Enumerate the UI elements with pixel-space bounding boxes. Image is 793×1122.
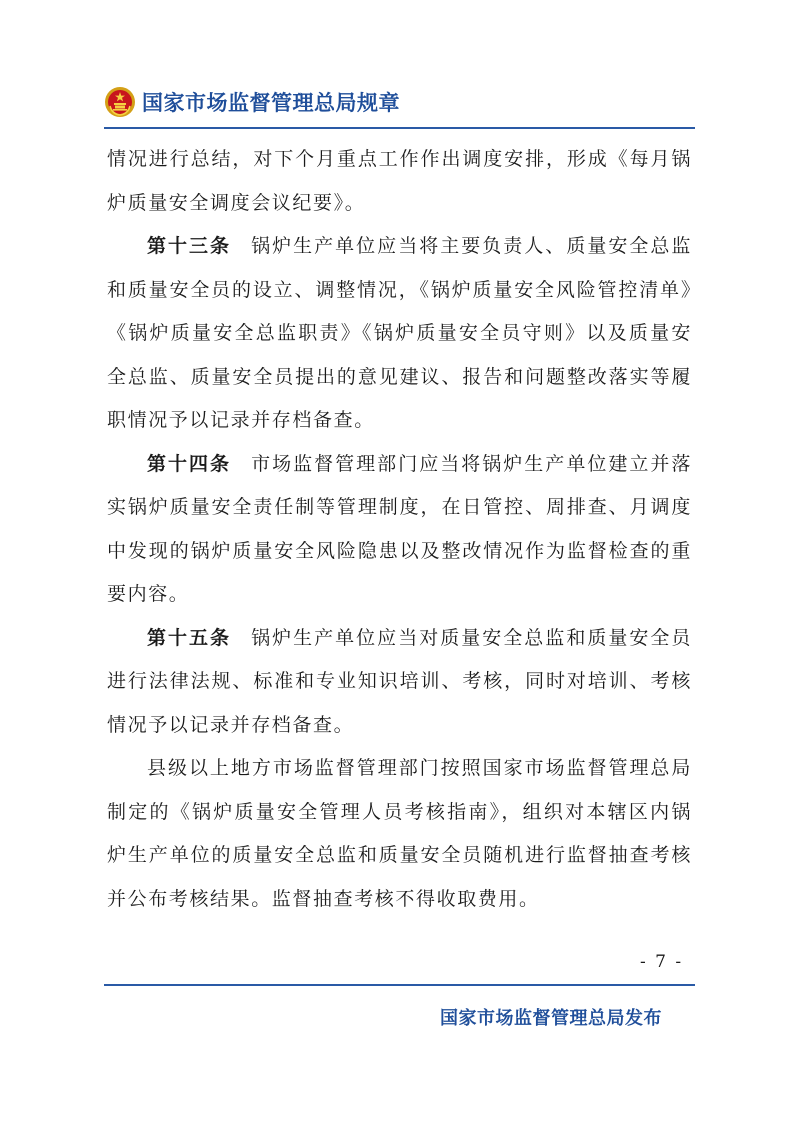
document-body <box>107 138 692 921</box>
continuation-paragraph: 情况进行总结，对下个月重点工作作出调度安排，形成《每月锅炉质量安全调度会议纪要》。 <box>107 148 692 214</box>
header-title: 国家市场监督管理总局规章 <box>142 91 400 115</box>
footer-divider <box>104 984 695 986</box>
article-15 <box>107 617 692 748</box>
page-number: - 7 - <box>640 952 684 972</box>
page-header <box>104 84 400 120</box>
article-13 <box>107 225 692 443</box>
footer-publisher: 国家市场监督管理总局发布 <box>440 1008 662 1029</box>
article-13-label: 第十三条 <box>147 235 232 257</box>
closing-paragraph: 县级以上地方市场监督管理部门按照国家市场监督管理总局制定的《锅炉质量安全管理人员考核指南》，组织对本辖区内锅炉生产单位的质量安全总监和质量安全员随机进行监督抽查考核并公布考核结果。监督抽查考核不得收取费用。 <box>107 757 692 910</box>
article-15-label: 第十五条 <box>147 626 232 649</box>
article-14 <box>107 443 692 617</box>
header-divider <box>104 127 695 129</box>
article-15-text: 锅炉生产单位应当对质量安全总监和质量安全员进行法律法规、标准和专业知识培训、考核，同时对培训、考核情况予以记录并存档备查。 <box>107 626 692 736</box>
article-14-text: 市场监督管理部门应当将锅炉生产单位建立并落实锅炉质量安全责任制等管理制度，在日管控、周排查、月调度中发现的锅炉质量安全风险隐患以及整改情况作为监督检查的重要内容。 <box>107 452 692 605</box>
article-13-text: 锅炉生产单位应当将主要负责人、质量安全总监和质量安全员的设立、调整情况，《锅炉质量安全风险管控清单》《锅炉质量安全总监职责》《锅炉质量安全员守则》以及质量安全总监、质量安全员提出的意见建议、报告和问题整改落实等履职情况予以记录并存档备查。 <box>107 235 692 431</box>
article-14-label: 第十四条 <box>147 452 232 475</box>
national-emblem-icon <box>104 86 136 118</box>
